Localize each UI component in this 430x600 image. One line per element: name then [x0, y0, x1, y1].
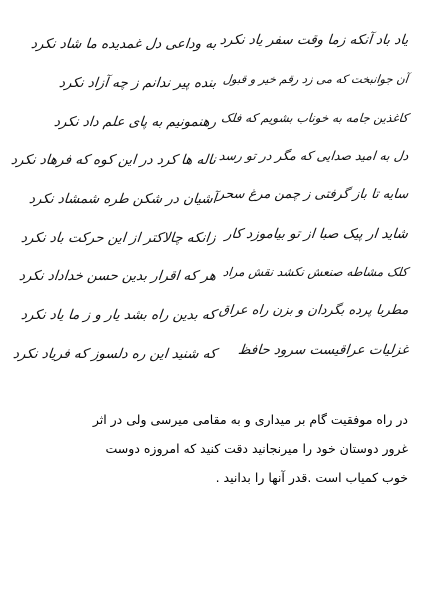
poem-manuscript — [0, 22, 430, 382]
verse-left-1: به وداعی دل غمدیده ما شاد نکرد — [29, 36, 217, 52]
verse-left-6: زانکه چالاکتر از این حرکت باد نکرد — [20, 230, 217, 246]
verse-left-4: ناله ها کرد در این کوه که فرهاد نکرد — [10, 152, 217, 168]
verse-right-8: مطربا پرده بگردان و بزن راه عراق — [217, 303, 409, 318]
verse-right-7: کلک مشاطه صنعش نکشد نقش مراد — [222, 265, 409, 279]
verse-left-9: که شنید این ره دلسوز که فریاد نکرد — [11, 346, 217, 362]
verse-right-4: دل به امید صدایی که مگر در تو رسد — [217, 148, 409, 163]
caption-line-2: غرور دوستان خود را میرنجانید دقت کنید که امروزه دوست — [105, 441, 408, 456]
verse-left-2: بنده پیر ندانم ز چه آزاد نکرد — [57, 75, 217, 91]
verse-right-1: یاد باد آنکه زما وقت سفر یاد نکرد — [218, 32, 409, 48]
verse-right-2: آن جوانبخت که می زد رقم خیر و قبول — [222, 72, 409, 86]
verse-left-8: که بدین راه بشد یار و ز ما یاد نکرد — [20, 307, 217, 323]
caption-line-3: خوب کمیاب است .قدر آنها را بدانید . — [215, 470, 408, 485]
verse-right-5: سایه تا باز گرفتی ز چمن مرغ سحر — [217, 187, 409, 202]
verse-left-5: آشیان در شکن طره شمشاد نکرد — [27, 191, 217, 207]
verse-left-3: رهنمونیم به پای علم داد نکرد — [53, 114, 217, 130]
verse-right-6: شاید ار پیک صبا از تو بیاموزد کار — [224, 226, 409, 242]
caption-line-1: در راه موفقیت گام بر میداری و به مقامی میرسی ولی در اثر — [92, 412, 408, 427]
verse-right-3: کاغذین جامه به خوناب بشویم که فلک — [220, 111, 409, 125]
verse-right-9: غزلیات عراقیست سرود حافظ — [236, 342, 409, 358]
verse-left-7: هر که اقرار بدین حسن خداداد نکرد — [18, 268, 217, 284]
fortune-caption — [16, 405, 408, 492]
